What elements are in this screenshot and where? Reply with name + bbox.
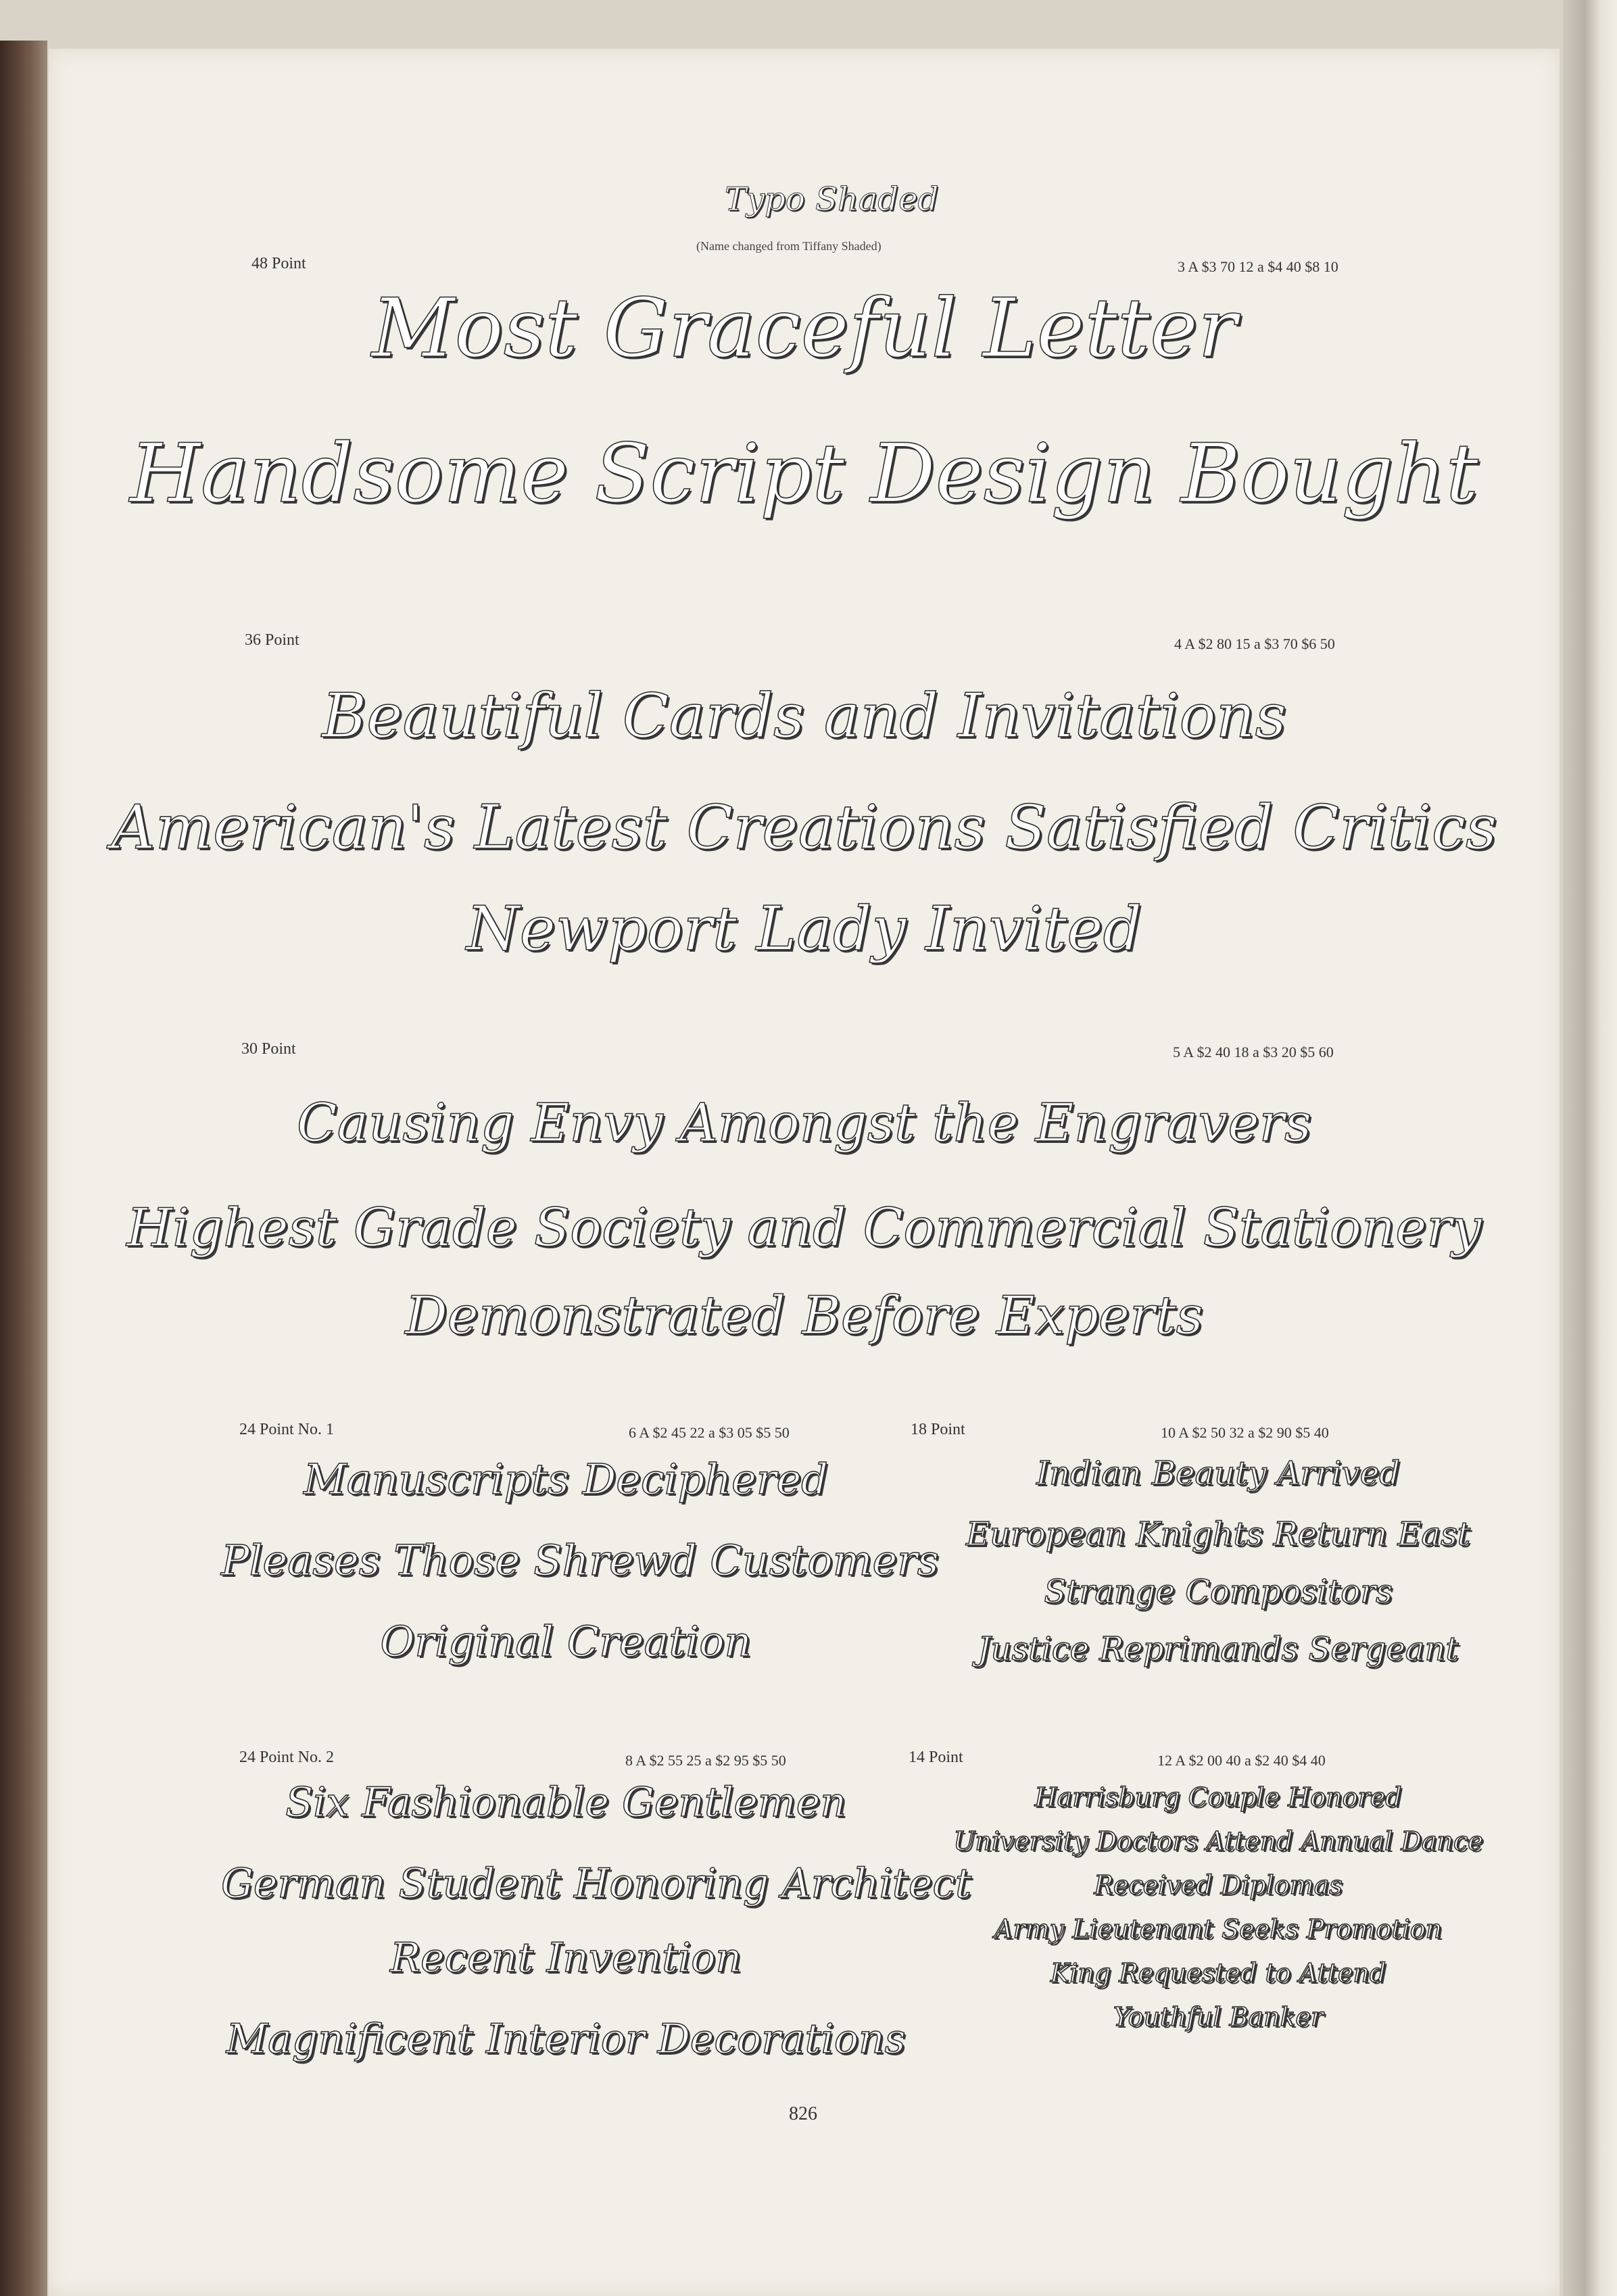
specimen-line: King Requested to Attend xyxy=(1050,1958,1386,1988)
specimen-line: Six Fashionable Gentlemen xyxy=(285,1779,846,1826)
section-size-label: 36 Point xyxy=(245,631,299,649)
specimen-line: Army Lieutenant Seeks Promotion xyxy=(994,1914,1443,1944)
section-price: 4 A $2 80 15 a $3 70 $6 50 xyxy=(1174,635,1335,652)
specimen-line: Justice Reprimands Sergeant xyxy=(978,1630,1459,1668)
specimen-line: Original Creation xyxy=(380,1617,752,1666)
specimen-line: American's Latest Creations Satisfied Critics xyxy=(111,792,1497,863)
section-size-label: 48 Point xyxy=(251,255,306,272)
specimen-line: Recent Invention xyxy=(389,1934,742,1982)
specimen-line: Magnificent Interior Decorations xyxy=(226,2016,906,2063)
specimen-line: Pleases Those Shrewd Customers xyxy=(221,1536,939,1585)
specimen-line: Causing Envy Amongst the Engravers xyxy=(296,1093,1311,1154)
specimen-line: Received Diplomas xyxy=(1094,1870,1343,1900)
specimen-page xyxy=(49,49,1560,2296)
specimen-line: Highest Grade Society and Commercial Stationery xyxy=(126,1198,1482,1259)
specimen-line: Manuscripts Deciphered xyxy=(304,1455,828,1504)
section-size-label: 24 Point No. 2 xyxy=(239,1749,335,1766)
next-page-edge xyxy=(1563,0,1617,2296)
section-price: 12 A $2 00 40 a $2 40 $4 40 xyxy=(1157,1752,1326,1769)
section-price: 10 A $2 50 32 a $2 90 $5 40 xyxy=(1161,1424,1329,1441)
section-price: 6 A $2 45 22 a $3 05 $5 50 xyxy=(629,1424,790,1441)
specimen-line: Demonstrated Before Experts xyxy=(405,1286,1203,1346)
page-subtitle: (Name changed from Tiffany Shaded) xyxy=(696,239,882,253)
specimen-line: Handsome Script Design Bought xyxy=(130,427,1478,521)
section-size-label: 30 Point xyxy=(241,1040,296,1058)
section-size-label: 14 Point xyxy=(909,1749,963,1766)
specimen-line: Most Graceful Letter xyxy=(371,282,1237,376)
specimen-line: Strange Compositors xyxy=(1044,1573,1393,1611)
specimen-line: Beautiful Cards and Invitations xyxy=(322,681,1286,752)
specimen-line: German Student Honoring Architect xyxy=(221,1860,972,1907)
section-price: 8 A $2 55 25 a $2 95 $5 50 xyxy=(625,1752,786,1769)
section-size-label: 18 Point xyxy=(911,1421,965,1438)
specimen-line: Newport Lady Invited xyxy=(466,894,1142,964)
specimen-line: Indian Beauty Arrived xyxy=(1036,1455,1400,1492)
specimen-line: European Knights Return East xyxy=(965,1515,1471,1553)
page-title: Typo Shaded xyxy=(725,180,939,218)
section-price: 3 A $3 70 12 a $4 40 $8 10 xyxy=(1178,258,1338,275)
section-price: 5 A $2 40 18 a $3 20 $5 60 xyxy=(1173,1044,1334,1060)
specimen-line: University Doctors Attend Annual Dance xyxy=(953,1826,1483,1856)
book-spine-edge xyxy=(0,41,47,2296)
specimen-line: Youthful Banker xyxy=(1113,2002,1324,2032)
specimen-line: Harrisburg Couple Honored xyxy=(1034,1782,1402,1812)
page-number: 826 xyxy=(789,2103,817,2124)
section-size-label: 24 Point No. 1 xyxy=(239,1421,335,1438)
